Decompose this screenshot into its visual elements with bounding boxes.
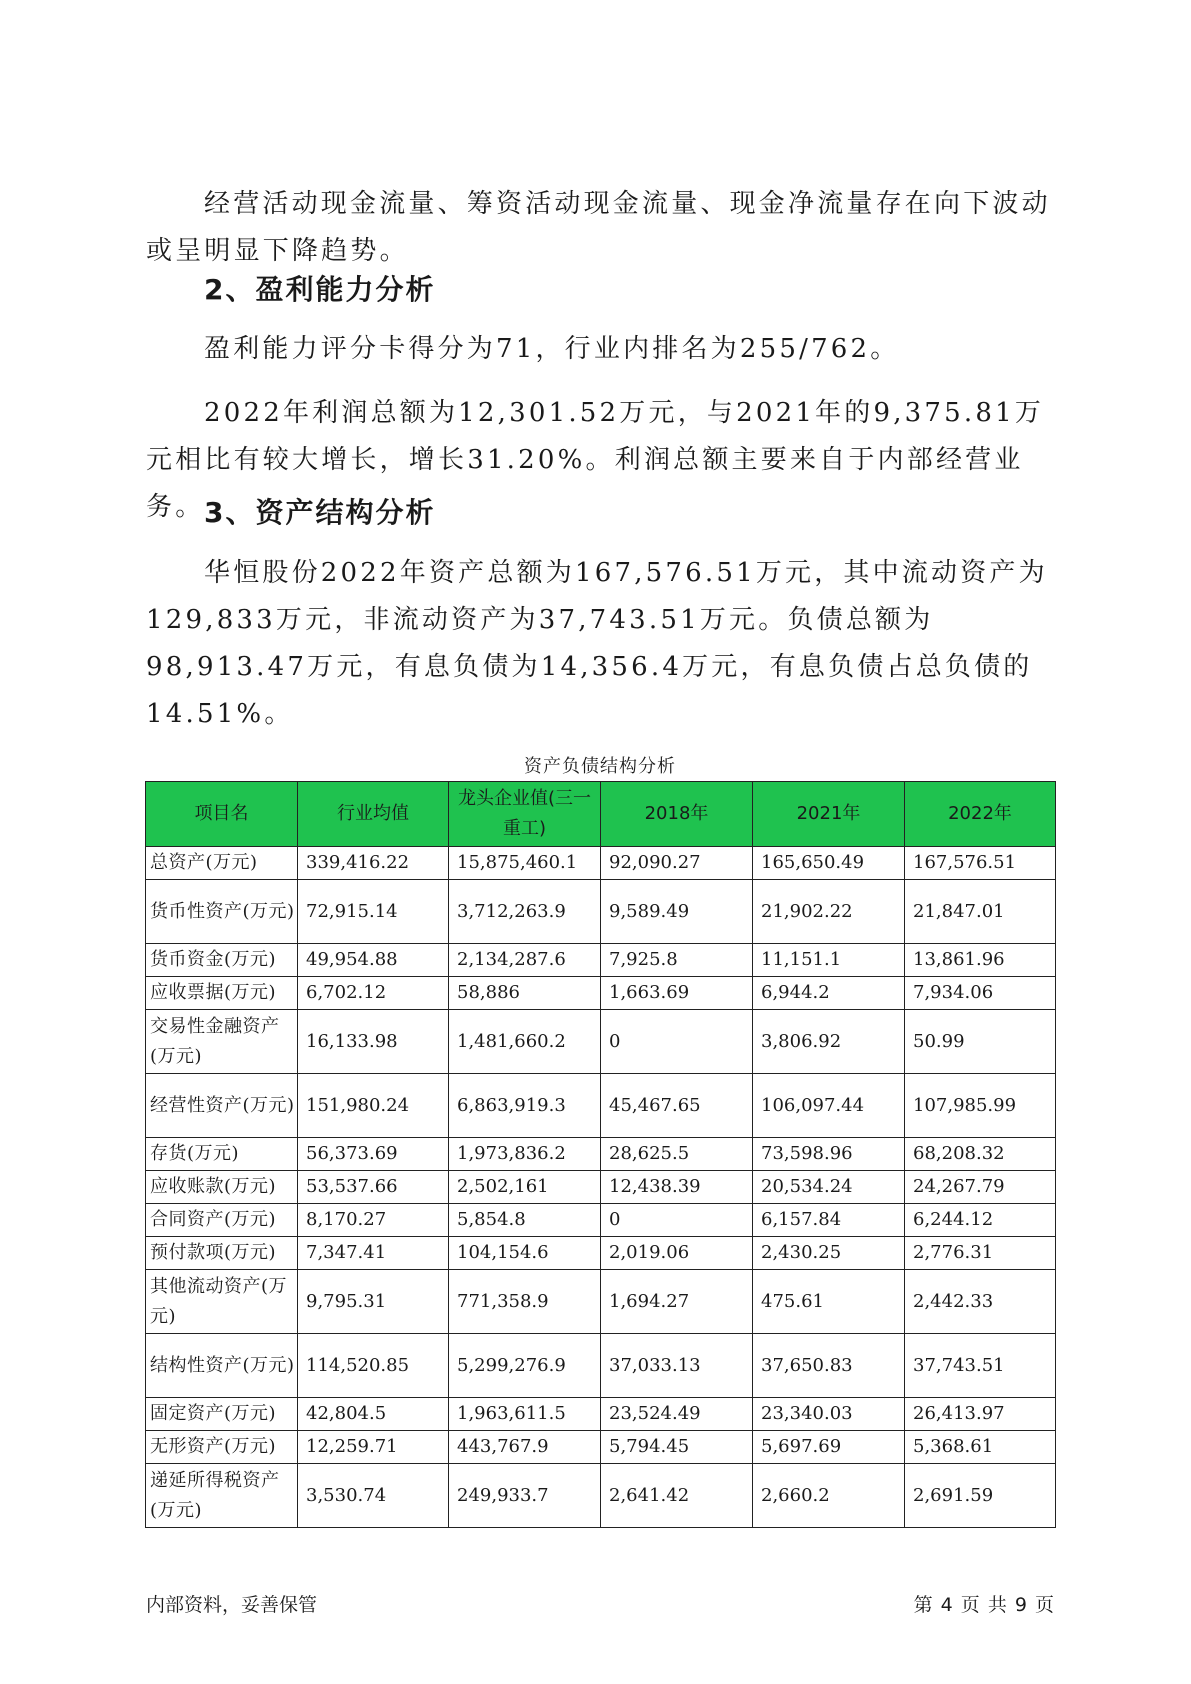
table-cell: 165,650.49 (753, 847, 905, 880)
table-cell: 1,973,836.2 (449, 1138, 601, 1171)
header-2022: 2022年 (905, 782, 1056, 847)
table-cell: 72,915.14 (298, 880, 449, 944)
table-cell: 20,534.24 (753, 1171, 905, 1204)
paragraph-profit-total: 2022年利润总额为12,301.52万元，与2021年的9,375.81万元相比有较大增长，增长31.20%。利润总额主要来自于内部经营业务。 (146, 398, 1045, 522)
footer-confidential: 内部资料，妥善保管 (146, 1594, 318, 1616)
table-cell: 2,691.59 (905, 1464, 1056, 1528)
table-cell: 23,524.49 (601, 1398, 753, 1431)
header-2021: 2021年 (753, 782, 905, 847)
table-row (146, 847, 1056, 880)
table-cell: 107,985.99 (905, 1074, 1056, 1138)
row-label: 应收票据(万元) (146, 977, 298, 1010)
table-row (146, 1010, 1056, 1074)
paragraph-profit-score: 盈利能力评分卡得分为71，行业内排名为255/762。 (204, 334, 900, 364)
table-cell: 12,438.39 (601, 1171, 753, 1204)
table-cell: 2,776.31 (905, 1237, 1056, 1270)
table-row (146, 1334, 1056, 1398)
header-industry-avg: 行业均值 (298, 782, 449, 847)
row-label: 总资产(万元) (146, 847, 298, 880)
table-cell: 3,530.74 (298, 1464, 449, 1528)
heading-profitability: 2、盈利能力分析 (204, 273, 436, 306)
table-cell: 37,033.13 (601, 1334, 753, 1398)
table-row (146, 1204, 1056, 1237)
table-cell: 2,019.06 (601, 1237, 753, 1270)
table-cell: 16,133.98 (298, 1010, 449, 1074)
table-cell: 1,963,611.5 (449, 1398, 601, 1431)
row-label: 存货(万元) (146, 1138, 298, 1171)
table-cell: 56,373.69 (298, 1138, 449, 1171)
table-cell: 106,097.44 (753, 1074, 905, 1138)
table-cell: 15,875,460.1 (449, 847, 601, 880)
table-cell: 249,933.7 (449, 1464, 601, 1528)
row-label: 货币性资产(万元) (146, 880, 298, 944)
table-cell: 37,743.51 (905, 1334, 1056, 1398)
table-row (146, 880, 1056, 944)
paragraph-cash-flow: 经营活动现金流量、筹资活动现金流量、现金净流量存在向下波动或呈明显下降趋势。 (146, 189, 1051, 266)
row-label: 货币资金(万元) (146, 944, 298, 977)
table-row (146, 1171, 1056, 1204)
table-cell: 6,244.12 (905, 1204, 1056, 1237)
row-label: 应收账款(万元) (146, 1171, 298, 1204)
table-cell: 167,576.51 (905, 847, 1056, 880)
table-cell: 13,861.96 (905, 944, 1056, 977)
table-cell: 0 (601, 1204, 753, 1237)
table-cell: 104,154.6 (449, 1237, 601, 1270)
table-cell: 6,944.2 (753, 977, 905, 1010)
row-label: 递延所得税资产(万元) (146, 1464, 298, 1528)
table-cell: 11,151.1 (753, 944, 905, 977)
table-cell: 0 (601, 1010, 753, 1074)
table-cell: 443,767.9 (449, 1431, 601, 1464)
table-cell: 9,589.49 (601, 880, 753, 944)
table-cell: 49,954.88 (298, 944, 449, 977)
table-cell: 5,854.8 (449, 1204, 601, 1237)
table-cell: 9,795.31 (298, 1270, 449, 1334)
table-cell: 6,157.84 (753, 1204, 905, 1237)
table-cell: 2,134,287.6 (449, 944, 601, 977)
table-cell: 7,934.06 (905, 977, 1056, 1010)
header-item-name: 项目名 (146, 782, 298, 847)
row-label: 固定资产(万元) (146, 1398, 298, 1431)
table-cell: 6,863,919.3 (449, 1074, 601, 1138)
table-cell: 7,925.8 (601, 944, 753, 977)
row-label: 经营性资产(万元) (146, 1074, 298, 1138)
table-cell: 21,902.22 (753, 880, 905, 944)
table-cell: 475.61 (753, 1270, 905, 1334)
table-cell: 5,794.45 (601, 1431, 753, 1464)
table-cell: 5,368.61 (905, 1431, 1056, 1464)
balance-structure-table (145, 781, 1056, 1528)
table-cell: 771,358.9 (449, 1270, 601, 1334)
row-label: 合同资产(万元) (146, 1204, 298, 1237)
table-cell: 50.99 (905, 1010, 1056, 1074)
table-cell: 7,347.41 (298, 1237, 449, 1270)
footer-page-number: 第 4 页 共 9 页 (913, 1594, 1055, 1616)
table-cell: 92,090.27 (601, 847, 753, 880)
table-cell: 58,886 (449, 977, 601, 1010)
header-2018: 2018年 (601, 782, 753, 847)
table-caption: 资产负债结构分析 (524, 756, 676, 777)
table-cell: 28,625.5 (601, 1138, 753, 1171)
table-cell: 5,299,276.9 (449, 1334, 601, 1398)
table-cell: 2,660.2 (753, 1464, 905, 1528)
table-cell: 24,267.79 (905, 1171, 1056, 1204)
table-cell: 1,694.27 (601, 1270, 753, 1334)
table-cell: 68,208.32 (905, 1138, 1056, 1171)
table-row (146, 1237, 1056, 1270)
table-row (146, 977, 1056, 1010)
table-cell: 3,806.92 (753, 1010, 905, 1074)
table-cell: 45,467.65 (601, 1074, 753, 1138)
table-header-row (146, 782, 1056, 847)
header-leader-value: 龙头企业值(三一重工) (449, 782, 601, 847)
table-cell: 339,416.22 (298, 847, 449, 880)
row-label: 交易性金融资产(万元) (146, 1010, 298, 1074)
table-cell: 6,702.12 (298, 977, 449, 1010)
row-label: 无形资产(万元) (146, 1431, 298, 1464)
table-row (146, 1270, 1056, 1334)
table-cell: 26,413.97 (905, 1398, 1056, 1431)
table-row (146, 1138, 1056, 1171)
table-cell: 1,663.69 (601, 977, 753, 1010)
heading-asset-structure: 3、资产结构分析 (204, 496, 436, 529)
row-label: 预付款项(万元) (146, 1237, 298, 1270)
table-cell: 53,537.66 (298, 1171, 449, 1204)
table-cell: 42,804.5 (298, 1398, 449, 1431)
table-cell: 2,641.42 (601, 1464, 753, 1528)
table-cell: 3,712,263.9 (449, 880, 601, 944)
table-cell: 114,520.85 (298, 1334, 449, 1398)
row-label: 其他流动资产(万元) (146, 1270, 298, 1334)
row-label: 结构性资产(万元) (146, 1334, 298, 1398)
table-row (146, 944, 1056, 977)
table-cell: 2,502,161 (449, 1171, 601, 1204)
table-row (146, 1464, 1056, 1528)
table-row (146, 1431, 1056, 1464)
table-cell: 5,697.69 (753, 1431, 905, 1464)
table-cell: 12,259.71 (298, 1431, 449, 1464)
table-cell: 1,481,660.2 (449, 1010, 601, 1074)
table-cell: 2,430.25 (753, 1237, 905, 1270)
table-cell: 37,650.83 (753, 1334, 905, 1398)
table-row (146, 1398, 1056, 1431)
table-cell: 21,847.01 (905, 880, 1056, 944)
table-cell: 151,980.24 (298, 1074, 449, 1138)
table-row (146, 1074, 1056, 1138)
table-cell: 8,170.27 (298, 1204, 449, 1237)
table-cell: 23,340.03 (753, 1398, 905, 1431)
paragraph-asset-structure: 华恒股份2022年资产总额为167,576.51万元，其中流动资产为129,833万元，非流动资产为37,743.51万元。负债总额为98,913.47万元，有息负债为14,356.4万元，有息负债占总负债的14.51%。 (146, 558, 1048, 729)
table-cell: 2,442.33 (905, 1270, 1056, 1334)
table-cell: 73,598.96 (753, 1138, 905, 1171)
